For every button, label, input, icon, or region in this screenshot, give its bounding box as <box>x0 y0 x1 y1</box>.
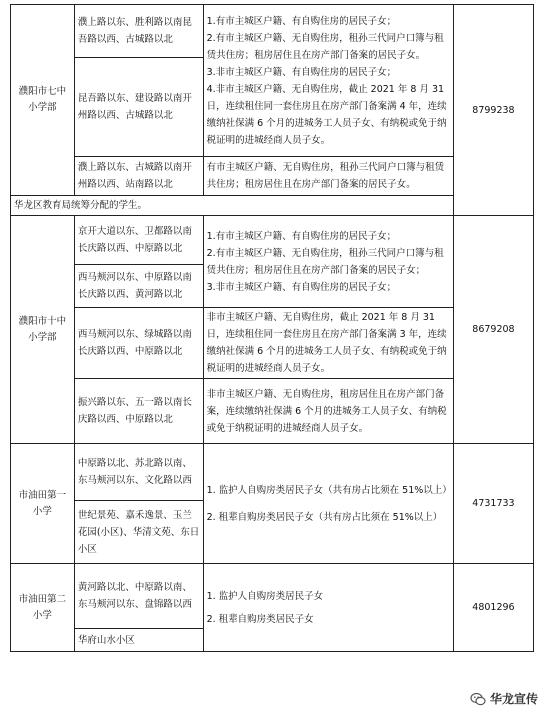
phone-number: 4801296 <box>453 564 533 652</box>
enrollment-conditions: 1.有市主城区户籍、有自购住房的居民子女； 2.有市主城区户籍、无自购住房，租孙三代同户口簿与租赁共住房；租房居住且在房产部门备案的居民子女。 3.非市主城区户籍、有自购住房的居民子女； 4.非市主城区户籍、无自购住房，截止 2021 年 8 月 31 日，连续租住同一套住房且在房产部门备案满 4 年，连续缴纳社保满 6 个月的进城务工人员子女、有纳税或免于纳税证明的进城经商人员子女。 <box>203 5 453 157</box>
enrollment-table-page <box>10 4 534 652</box>
district-area: 华府山水小区 <box>74 629 203 652</box>
enrollment-conditions: 有市主城区户籍、无自购住房，租孙三代同户口簿与租赁共住房；租房居住且在房产部门备案的居民子女。 <box>203 157 453 196</box>
district-area: 黄河路以北、中原路以南、东马颊河以东、盘锦路以西 <box>74 564 203 629</box>
allocation-note: 华龙区教育局统筹分配的学生。 <box>11 196 454 216</box>
phone-number: 8679208 <box>453 216 533 444</box>
district-area: 昆吾路以东、建设路以南开州路以西、古城路以北 <box>74 58 203 157</box>
enrollment-conditions: 1.有市主城区户籍、有自购住房的居民子女； 2.有市主城区户籍、无自购住房，租孙三代同户口簿与租赁共住房；租房居住且在房产部门备案的居民子女； 3.非市主城区户籍、有自购住房的居民子女； <box>203 216 453 308</box>
district-area: 濮上路以东、胜利路以南昆吾路以西、古城路以北 <box>74 5 203 58</box>
enrollment-conditions: 非市主城区户籍、无自购住房，截止 2021 年 8 月 31 日，连续租住同一套住房且在房产部门备案满 3 年，连续缴纳社保满 6 个月的进城务工人员子女、有纳税或免于纳税证明的进城经商人员子女。 <box>203 308 453 379</box>
watermark <box>470 690 538 707</box>
district-area: 京开大道以东、卫都路以南长庆路以西、中原路以北 <box>74 216 203 265</box>
district-area: 中原路以北、苏北路以南、东马颊河以东、文化路以西 <box>74 444 203 501</box>
district-area: 西马颊河以东、绿城路以南长庆路以西、中原路以北 <box>74 308 203 379</box>
district-area: 世纪景苑、嘉禾逸景、玉兰花园(小区)、华清文苑、东日小区 <box>74 501 203 564</box>
school-district-table <box>10 4 534 652</box>
watermark-text: 华龙宣传 <box>489 692 538 706</box>
phone-number: 4731733 <box>453 444 533 564</box>
district-area: 振兴路以东、五一路以南长庆路以西、中原路以北 <box>74 379 203 444</box>
school-name: 濮阳市七中小学部 <box>11 5 75 196</box>
wechat-icon <box>470 691 486 707</box>
enrollment-conditions: 1. 监护人自购房类居民子女（共有房占比须在 51%以上） 2. 租辈自购房类居民子女（共有房占比须在 51%以上） <box>203 444 453 564</box>
school-name: 市油田第二小学 <box>11 564 75 652</box>
enrollment-conditions: 1. 监护人自购房类居民子女 2. 租辈自购房类居民子女 <box>203 564 453 652</box>
enrollment-conditions: 非市主城区户籍、无自购住房，租房居住且在房产部门备案，连续缴纳社保满 6 个月的进城务工人员子女、有纳税或免于纳税证明的进城经商人员子女。 <box>203 379 453 444</box>
district-area: 西马颊河以东、中原路以南长庆路以西、黄河路以北 <box>74 265 203 308</box>
district-area: 濮上路以东、古城路以南开州路以西、站南路以北 <box>74 157 203 196</box>
school-name: 濮阳市十中小学部 <box>11 216 75 444</box>
school-name: 市油田第一小学 <box>11 444 75 564</box>
phone-number: 8799238 <box>453 5 533 216</box>
